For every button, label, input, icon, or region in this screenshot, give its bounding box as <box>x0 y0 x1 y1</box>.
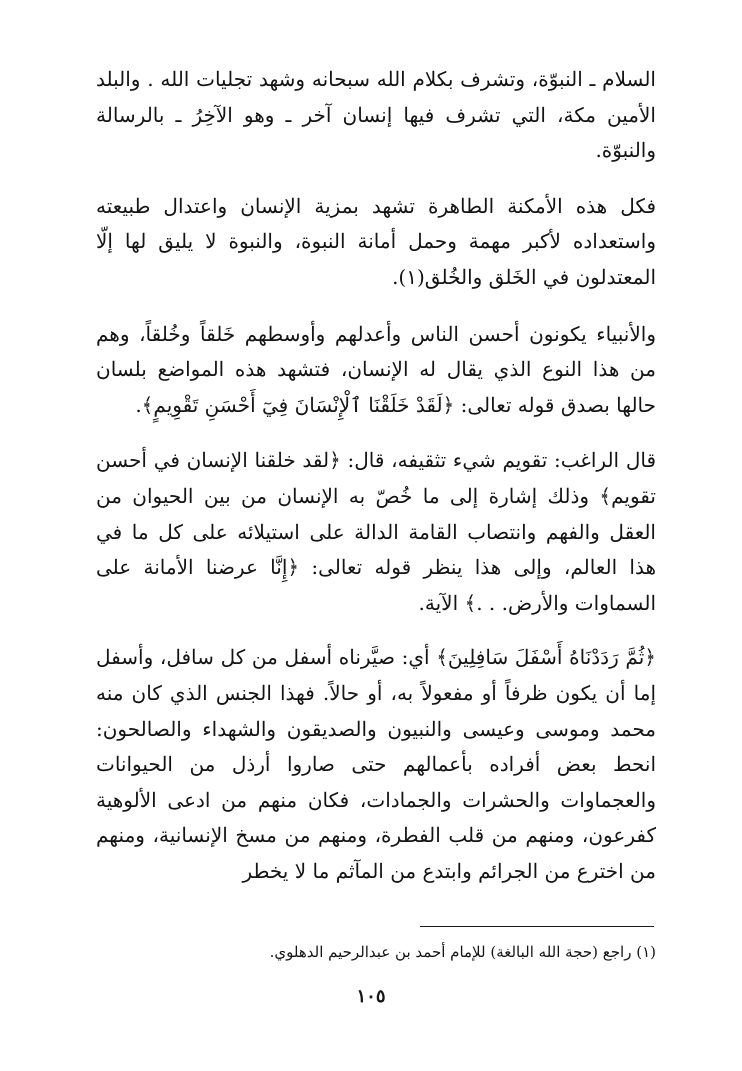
footnote: (١) راجع (حجة الله البالغة) للإمام أحمد بن عبدالرحيم الدهلوي. <box>269 943 656 961</box>
paragraph-4: قال الراغب: تقويم شيء تثقيفه، قال: ﴿لقد خلقنا الإنسان في أحسن تقويم﴾ وذلك إشارة إلى ما خُصّ به الإنسان من بين الحيوان من العقل والفهم وانتصاب القامة الدالة على استيلائه على كل ما في هذا العالم، وإلى هذا ينظر قوله تعالى: ﴿إِنَّا عرضنا الأمانة على السماوات والأرض. . .﴾ الآية. <box>96 448 656 615</box>
paragraph-2: فكل هذه الأمكنة الطاهرة تشهد بمزية الإنسان واعتدال طبيعته واستعداده لأكبر مهمة وحمل أمانة النبوة، والنبوة لا يليق لها إلّا المعتدلون في الخَلق والخُلق(١). <box>96 193 656 289</box>
body-text <box>96 62 656 889</box>
paragraph-3: والأنبياء يكونون أحسن الناس وأعدلهم وأوسطهم خَلقاً وخُلقاً، وهم من هذا النوع الذي يقال له الإنسان، فتشهد هذه المواضع بلسان حالها بصدق قوله تعالى: ﴿لَقَدْ خَلَقْنَا ٱلْإِنْسَانَ فِيٓ أَحْسَنِ تَقْوِيمٍ﴾. <box>96 321 656 417</box>
paragraph-1: السلام ـ النبوّة، وتشرف بكلام الله سبحانه وشهد تجليات الله . والبلد الأمين مكة، التي تشرف فيها إنسان آخر ـ وهو الآخِرُ ـ بالرسالة والنبوّة. <box>96 67 656 163</box>
page-number: ١٠٥ <box>356 986 386 1007</box>
paragraph-5: ﴿ثُمَّ رَدَدْنَاهُ أَسْفَلَ سَافِلِينَ﴾ أي: صيَّرناه أسفل من كل سافل، وأسفل إما أن يكون ظرفاً أو مفعولاً به، أو حالاً. فهذا الجنس الذي كان منه محمد وموسى وعيسى والنبيون والصديقون والشهداء والصالحون: انحط بعض أفراده بأعمالهم حتى صاروا أرذل من الحيوانات والعجماوات والحشرات والجمادات، فكان منهم من ادعى الألوهية كفرعون، ومنهم من قلب الفطرة، ومنهم من مسخ الإنسانية، ومنهم من اخترع من الجرائم وابتدع من المآثم ما لا يخطر <box>96 645 656 883</box>
footnote-separator <box>420 926 654 927</box>
